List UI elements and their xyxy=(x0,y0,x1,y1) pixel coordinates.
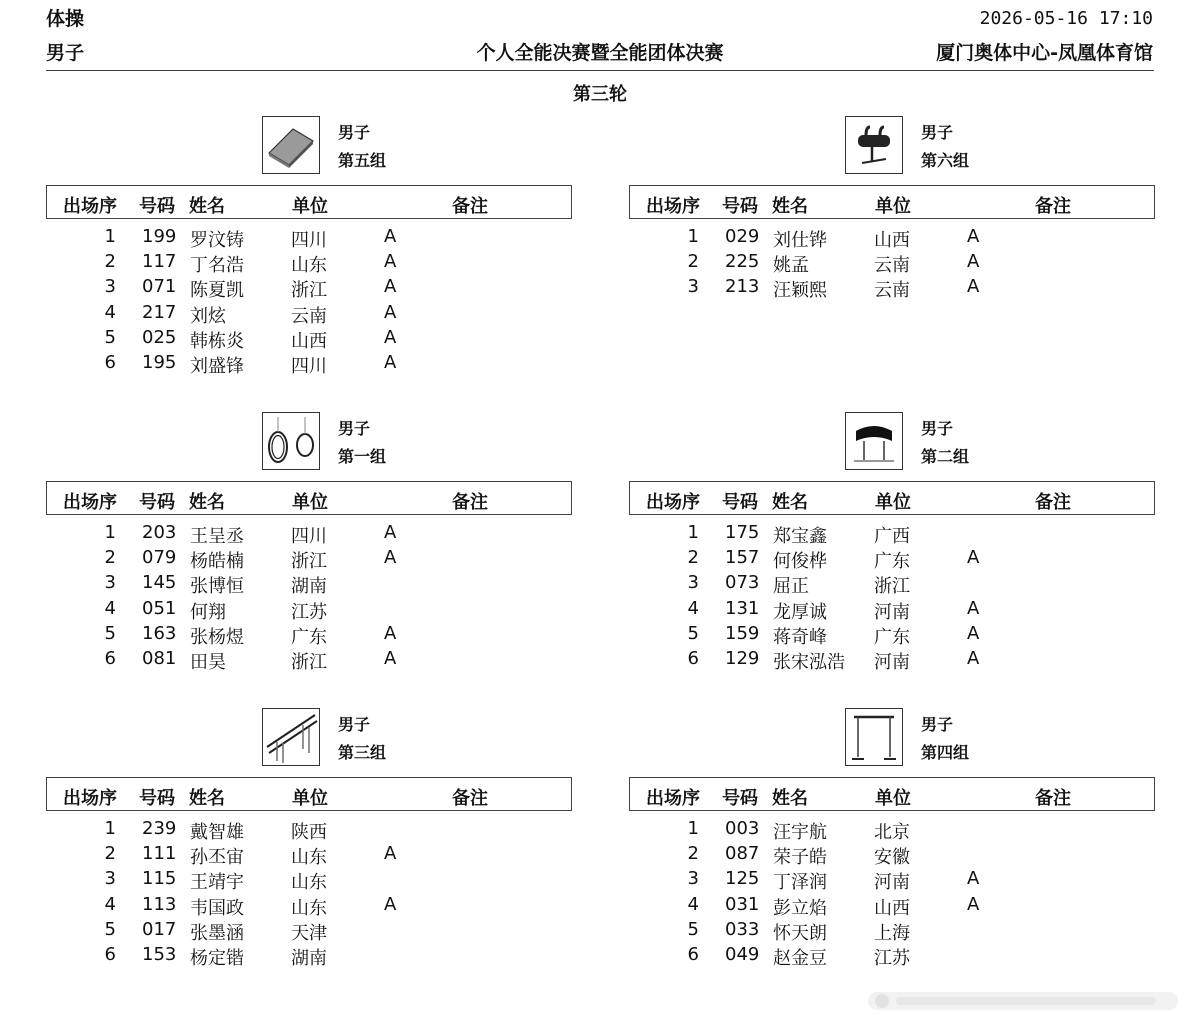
group-6 xyxy=(629,708,1155,988)
cell-order: 6 xyxy=(687,647,699,669)
vault-icon xyxy=(845,412,903,470)
header-unit: 单位 xyxy=(292,196,328,217)
group-1 xyxy=(46,116,572,396)
cell-unit: 上海 xyxy=(874,922,910,944)
table-row xyxy=(46,598,572,623)
cell-name: 屈正 xyxy=(773,576,809,598)
table-row xyxy=(46,302,572,327)
cell-order: 2 xyxy=(687,843,699,865)
cell-mark: A xyxy=(967,597,980,619)
cell-order: 3 xyxy=(687,276,699,298)
header-name: 姓名 xyxy=(772,196,808,217)
cell-order: 2 xyxy=(687,251,699,273)
header-unit: 单位 xyxy=(875,196,911,217)
table-row xyxy=(629,894,1155,919)
cell-name: 杨定锴 xyxy=(190,947,244,969)
cell-mark: A xyxy=(384,251,397,273)
cell-name: 张宋泓浩 xyxy=(773,651,845,673)
table-row xyxy=(46,572,572,597)
table-header xyxy=(629,481,1155,515)
table-body xyxy=(46,818,572,969)
cell-order: 3 xyxy=(104,276,116,298)
header-order: 出场序 xyxy=(646,196,700,217)
cell-number: 033 xyxy=(725,918,760,940)
cell-name: 赵金豆 xyxy=(773,947,827,969)
group-gender: 男子 xyxy=(338,123,371,142)
cell-unit: 江苏 xyxy=(291,601,327,623)
header-unit: 单位 xyxy=(875,492,911,513)
table-header xyxy=(629,185,1155,219)
group-gender: 男子 xyxy=(921,419,954,438)
cell-name: 王呈丞 xyxy=(190,526,244,547)
cell-number: 217 xyxy=(142,301,177,323)
cell-mark: A xyxy=(384,326,397,348)
table-row xyxy=(46,522,572,547)
cell-order: 2 xyxy=(104,251,116,273)
cell-name: 龙厚诚 xyxy=(773,601,827,623)
cell-order: 4 xyxy=(104,301,116,323)
table-row xyxy=(46,226,572,251)
table-row xyxy=(629,572,1155,597)
cell-name: 田昊 xyxy=(190,651,226,673)
cell-name: 陈夏凯 xyxy=(190,280,244,302)
event-title: 个人全能决赛暨全能团体决赛 xyxy=(476,42,724,64)
cell-number: 163 xyxy=(142,622,177,644)
cell-name: 刘仕铧 xyxy=(773,230,827,251)
cell-unit: 广东 xyxy=(874,626,910,648)
group-name: 第二组 xyxy=(921,447,970,466)
header-unit: 单位 xyxy=(292,788,328,809)
header-note: 备注 xyxy=(1035,196,1071,217)
cell-number: 115 xyxy=(142,868,177,890)
cell-mark: A xyxy=(384,301,397,323)
group-name: 第三组 xyxy=(338,743,387,762)
table-row xyxy=(46,648,572,673)
table-row xyxy=(629,276,1155,301)
table-row xyxy=(629,522,1155,547)
cell-unit: 天津 xyxy=(291,922,327,944)
cell-unit: 浙江 xyxy=(291,551,327,573)
table-row xyxy=(46,843,572,868)
cell-order: 1 xyxy=(104,818,116,839)
cell-number: 029 xyxy=(725,226,760,247)
header-name: 姓名 xyxy=(189,788,225,809)
gender-label: 男子 xyxy=(46,42,85,64)
cell-order: 4 xyxy=(104,893,116,915)
cell-unit: 河南 xyxy=(874,651,910,673)
pommel-horse-icon xyxy=(845,116,903,174)
group-gender: 男子 xyxy=(338,419,371,438)
header-note: 备注 xyxy=(452,788,488,809)
sport-title: 体操 xyxy=(46,8,85,30)
group-gender: 男子 xyxy=(338,715,371,734)
cell-order: 6 xyxy=(104,943,116,965)
table-row xyxy=(46,251,572,276)
cell-unit: 山东 xyxy=(291,255,327,277)
cell-unit: 山西 xyxy=(874,230,910,251)
header-order: 出场序 xyxy=(646,492,700,513)
cell-name: 罗汶铸 xyxy=(190,230,244,251)
header-number: 号码 xyxy=(139,492,175,513)
cell-order: 6 xyxy=(687,943,699,965)
cell-mark: A xyxy=(967,868,980,890)
cell-name: 张墨涵 xyxy=(190,922,244,944)
cell-number: 081 xyxy=(142,647,177,669)
cell-name: 荣子皓 xyxy=(773,847,827,869)
cell-name: 彭立焰 xyxy=(773,897,827,919)
cell-mark: A xyxy=(384,276,397,298)
horizontal-bar-icon xyxy=(845,708,903,766)
cell-mark: A xyxy=(967,226,980,247)
group-4 xyxy=(629,412,1155,692)
cell-number: 031 xyxy=(725,893,760,915)
table-body xyxy=(629,226,1155,302)
cell-number: 017 xyxy=(142,918,177,940)
table-row xyxy=(629,944,1155,969)
cell-name: 张博恒 xyxy=(190,576,244,598)
cell-number: 129 xyxy=(725,647,760,669)
cell-order: 5 xyxy=(687,622,699,644)
cell-order: 3 xyxy=(104,572,116,594)
table-body xyxy=(629,818,1155,969)
cell-unit: 浙江 xyxy=(291,651,327,673)
cell-unit: 湖南 xyxy=(291,576,327,598)
cell-unit: 陕西 xyxy=(291,822,327,843)
header-order: 出场序 xyxy=(646,788,700,809)
cell-name: 刘盛锋 xyxy=(190,355,244,377)
cell-number: 203 xyxy=(142,522,177,543)
header-note: 备注 xyxy=(1035,492,1071,513)
cell-mark: A xyxy=(384,226,397,247)
cell-number: 025 xyxy=(142,326,177,348)
cell-mark: A xyxy=(384,522,397,543)
cell-unit: 广东 xyxy=(874,551,910,573)
table-header xyxy=(629,777,1155,811)
cell-number: 113 xyxy=(142,893,177,915)
group-gender: 男子 xyxy=(921,715,954,734)
cell-mark: A xyxy=(384,622,397,644)
cell-order: 1 xyxy=(104,522,116,543)
rings-icon xyxy=(262,412,320,470)
header-number: 号码 xyxy=(139,196,175,217)
cell-number: 117 xyxy=(142,251,177,273)
cell-unit: 浙江 xyxy=(291,280,327,302)
table-row xyxy=(629,843,1155,868)
table-row xyxy=(46,547,572,572)
header-order: 出场序 xyxy=(63,788,117,809)
cell-number: 195 xyxy=(142,351,177,373)
cell-number: 175 xyxy=(725,522,760,543)
cell-unit: 浙江 xyxy=(874,576,910,598)
datetime: 2026-05-16 17:10 xyxy=(979,8,1153,29)
cell-unit: 湖南 xyxy=(291,947,327,969)
cell-name: 张杨煜 xyxy=(190,626,244,648)
cell-unit: 云南 xyxy=(874,255,910,277)
cell-unit: 广东 xyxy=(291,626,327,648)
table-row xyxy=(629,868,1155,893)
cell-order: 5 xyxy=(104,918,116,940)
table-row xyxy=(629,547,1155,572)
cell-unit: 河南 xyxy=(874,601,910,623)
cell-name: 王靖宇 xyxy=(190,872,244,894)
table-row xyxy=(629,251,1155,276)
cell-order: 4 xyxy=(687,893,699,915)
cell-name: 怀天朗 xyxy=(773,922,827,944)
cell-mark: A xyxy=(384,647,397,669)
group-gender: 男子 xyxy=(921,123,954,142)
header-number: 号码 xyxy=(722,196,758,217)
cell-order: 1 xyxy=(104,226,116,247)
cell-order: 1 xyxy=(687,522,699,543)
cell-number: 199 xyxy=(142,226,177,247)
header-unit: 单位 xyxy=(875,788,911,809)
cell-number: 125 xyxy=(725,868,760,890)
table-row xyxy=(46,919,572,944)
table-body xyxy=(629,522,1155,673)
cell-unit: 四川 xyxy=(291,526,327,547)
table-row xyxy=(629,598,1155,623)
group-3 xyxy=(46,412,572,692)
cell-name: 丁名浩 xyxy=(190,255,244,277)
cell-number: 131 xyxy=(725,597,760,619)
cell-order: 2 xyxy=(687,547,699,569)
parallel-bars-icon xyxy=(262,708,320,766)
table-row xyxy=(46,276,572,301)
cell-order: 5 xyxy=(104,326,116,348)
header-name: 姓名 xyxy=(189,196,225,217)
cell-number: 111 xyxy=(142,843,177,865)
table-row xyxy=(629,818,1155,843)
table-row xyxy=(46,868,572,893)
cell-number: 213 xyxy=(725,276,760,298)
table-row xyxy=(46,623,572,648)
cell-mark: A xyxy=(967,622,980,644)
cell-name: 刘炫 xyxy=(190,305,226,327)
cell-number: 153 xyxy=(142,943,177,965)
cell-order: 5 xyxy=(687,918,699,940)
cell-mark: A xyxy=(967,647,980,669)
cell-name: 姚孟 xyxy=(773,255,809,277)
group-name: 第一组 xyxy=(338,447,387,466)
table-body xyxy=(46,522,572,673)
cell-name: 韦国政 xyxy=(190,897,244,919)
group-name: 第六组 xyxy=(921,151,970,170)
cell-name: 孙丕宙 xyxy=(190,847,244,869)
cell-unit: 江苏 xyxy=(874,947,910,969)
cell-order: 2 xyxy=(104,843,116,865)
cell-number: 073 xyxy=(725,572,760,594)
cell-number: 079 xyxy=(142,547,177,569)
floor-exercise-icon xyxy=(262,116,320,174)
cell-order: 1 xyxy=(687,818,699,839)
header-order: 出场序 xyxy=(63,196,117,217)
group-name: 第四组 xyxy=(921,743,970,762)
cell-number: 071 xyxy=(142,276,177,298)
header-divider xyxy=(46,70,1154,71)
cell-order: 3 xyxy=(687,572,699,594)
cell-number: 003 xyxy=(725,818,760,839)
cell-number: 051 xyxy=(142,597,177,619)
cell-name: 汪颖熙 xyxy=(773,280,827,302)
cell-number: 049 xyxy=(725,943,760,965)
cell-unit: 云南 xyxy=(874,280,910,302)
header-note: 备注 xyxy=(1035,788,1071,809)
watermark xyxy=(868,990,1178,1012)
cell-name: 汪宇航 xyxy=(773,822,827,843)
header-note: 备注 xyxy=(452,492,488,513)
header-note: 备注 xyxy=(452,196,488,217)
cell-name: 郑宝鑫 xyxy=(773,526,827,547)
cell-name: 何俊桦 xyxy=(773,551,827,573)
cell-number: 087 xyxy=(725,843,760,865)
cell-unit: 云南 xyxy=(291,305,327,327)
cell-name: 蒋奇峰 xyxy=(773,626,827,648)
header-number: 号码 xyxy=(139,788,175,809)
venue: 厦门奥体中心-凤凰体育馆 xyxy=(936,42,1153,64)
cell-order: 6 xyxy=(104,647,116,669)
table-body xyxy=(46,226,572,377)
cell-unit: 山东 xyxy=(291,847,327,869)
table-row xyxy=(46,818,572,843)
group-name: 第五组 xyxy=(338,151,387,170)
header-name: 姓名 xyxy=(772,788,808,809)
cell-name: 韩栋炎 xyxy=(190,330,244,352)
cell-name: 丁泽润 xyxy=(773,872,827,894)
cell-mark: A xyxy=(967,276,980,298)
cell-order: 4 xyxy=(687,597,699,619)
cell-order: 5 xyxy=(104,622,116,644)
cell-unit: 广西 xyxy=(874,526,910,547)
cell-mark: A xyxy=(384,351,397,373)
table-header xyxy=(46,185,572,219)
table-header xyxy=(46,481,572,515)
cell-order: 3 xyxy=(104,868,116,890)
cell-unit: 山西 xyxy=(874,897,910,919)
cell-number: 145 xyxy=(142,572,177,594)
cell-mark: A xyxy=(384,547,397,569)
cell-mark: A xyxy=(967,251,980,273)
cell-mark: A xyxy=(967,893,980,915)
cell-order: 6 xyxy=(104,351,116,373)
cell-mark: A xyxy=(384,843,397,865)
cell-unit: 河南 xyxy=(874,872,910,894)
header-order: 出场序 xyxy=(63,492,117,513)
header-unit: 单位 xyxy=(292,492,328,513)
table-row xyxy=(46,352,572,377)
cell-number: 225 xyxy=(725,251,760,273)
cell-order: 2 xyxy=(104,547,116,569)
group-2 xyxy=(629,116,1155,396)
table-row xyxy=(46,894,572,919)
table-row xyxy=(629,623,1155,648)
cell-order: 4 xyxy=(104,597,116,619)
cell-unit: 北京 xyxy=(874,822,910,843)
cell-unit: 安徽 xyxy=(874,847,910,869)
cell-name: 戴智雄 xyxy=(190,822,244,843)
table-row xyxy=(46,944,572,969)
round-title: 第三轮 xyxy=(573,84,627,105)
cell-order: 1 xyxy=(687,226,699,247)
table-row xyxy=(46,327,572,352)
table-row xyxy=(629,919,1155,944)
cell-name: 杨皓楠 xyxy=(190,551,244,573)
header-name: 姓名 xyxy=(772,492,808,513)
table-row xyxy=(629,648,1155,673)
table-row xyxy=(629,226,1155,251)
cell-unit: 山东 xyxy=(291,872,327,894)
group-5 xyxy=(46,708,572,988)
cell-unit: 山西 xyxy=(291,330,327,352)
header-number: 号码 xyxy=(722,492,758,513)
cell-number: 157 xyxy=(725,547,760,569)
cell-mark: A xyxy=(967,547,980,569)
cell-number: 239 xyxy=(142,818,177,839)
cell-name: 何翔 xyxy=(190,601,226,623)
table-header xyxy=(46,777,572,811)
header-name: 姓名 xyxy=(189,492,225,513)
header-number: 号码 xyxy=(722,788,758,809)
cell-unit: 山东 xyxy=(291,897,327,919)
cell-unit: 四川 xyxy=(291,355,327,377)
cell-unit: 四川 xyxy=(291,230,327,251)
cell-number: 159 xyxy=(725,622,760,644)
cell-mark: A xyxy=(384,893,397,915)
cell-order: 3 xyxy=(687,868,699,890)
